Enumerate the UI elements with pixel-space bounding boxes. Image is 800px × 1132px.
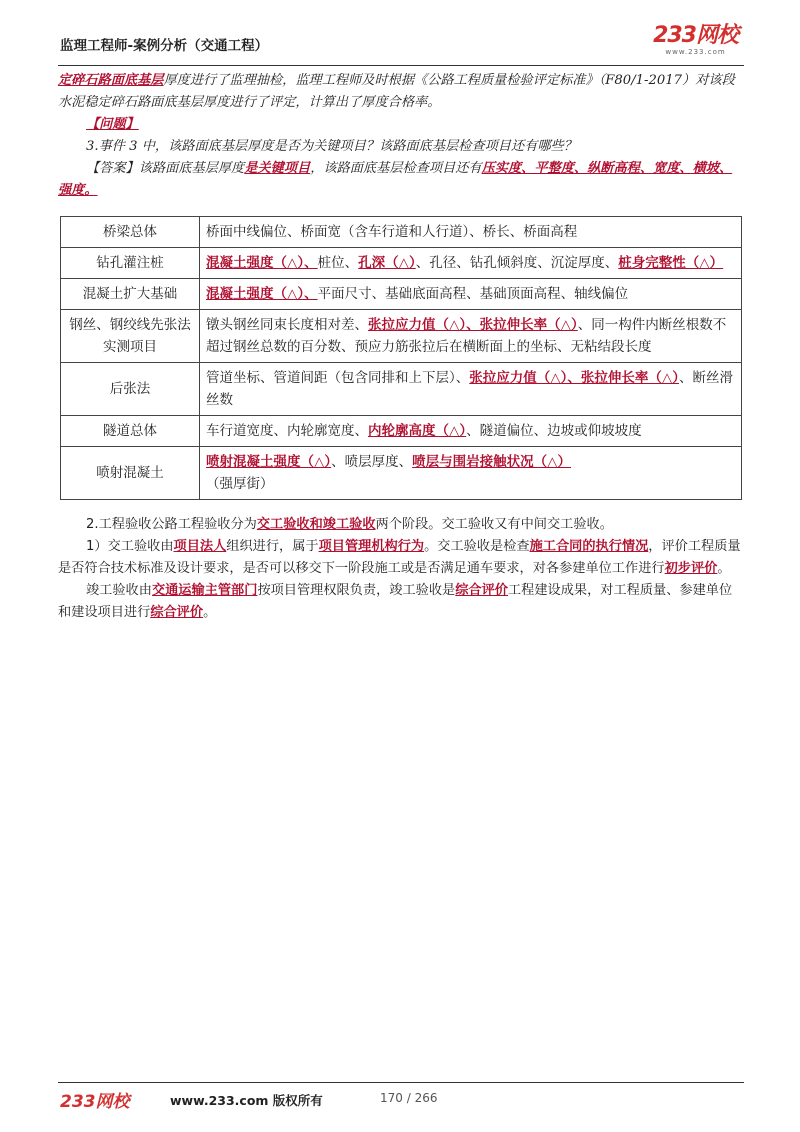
table-row — [61, 279, 742, 310]
row-value: 镦头钢丝同束长度相对差、张拉应力值（△）、张拉伸长率（△）、同一构件内断丝根数不超过钢丝总数的百分数、预应力筋张拉后在横断面上的坐标、无粘结段长度 — [200, 310, 742, 363]
intro-text: 厚度进行了监理抽检，监理工程师及时根据《公路工程质量检验评定标准》（F80/1-2017）对该段水泥稳定碎石路面底基层厚度进行了评定，计算出了厚度合格率。 — [58, 73, 735, 110]
answer-paragraph: 【答案】该路面底基层厚度是关键项目，该路面底基层检查项目还有压实度、平整度、纵断高程、宽度、横坡、强度。 — [58, 161, 733, 198]
row-value: 喷射混凝土强度（△）、喷层厚度、喷层与围岩接触状况（△） （强厚街） — [200, 447, 742, 500]
answer-label: 【答案】 — [86, 161, 139, 176]
row-name: 桥梁总体 — [61, 217, 200, 248]
page-number: 170 / 266 — [380, 1091, 438, 1105]
completion-paragraph: 竣工验收由交通运输主管部门按项目管理权限负责，竣工验收是综合评价工程建设成果，对工程质量、参建单位和建设项目进行综合评价。 — [58, 583, 733, 620]
highlight-term: 定碎石路面底基层 — [58, 73, 164, 88]
answer-items: 压实度、平整度、纵断高程、宽度、横坡、强度。 — [58, 161, 733, 198]
page-footer — [58, 1082, 744, 1112]
acceptance-paragraph: 2.工程验收公路工程验收分为交工验收和竣工验收两个阶段。交工验收又有中间交工验收。 — [86, 517, 613, 532]
logo-text: 233网校 — [653, 23, 738, 48]
row-value: 车行道宽度、内轮廓宽度、内轮廓高度（△）、隧道偏位、边坡或仰坡坡度 — [200, 416, 742, 447]
table-row — [61, 416, 742, 447]
table-row — [61, 363, 742, 416]
row-name: 喷射混凝土 — [61, 447, 200, 500]
header-divider — [58, 65, 744, 66]
table-row — [61, 217, 742, 248]
row-value: 混凝土强度（△）、平面尺寸、基础底面高程、基础顶面高程、轴线偏位 — [200, 279, 742, 310]
table-row — [61, 447, 742, 500]
row-value: 桥面中线偏位、桥面宽（含车行道和人行道）、桥长、桥面高程 — [200, 217, 742, 248]
footer-copyright: www.233.com 版权所有 — [170, 1093, 323, 1108]
table-row — [61, 248, 742, 279]
row-name: 后张法 — [61, 363, 200, 416]
row-name: 混凝土扩大基础 — [61, 279, 200, 310]
footer-logo[interactable]: 233网校 — [60, 1092, 130, 1112]
question-label: 【问题】 — [86, 117, 139, 132]
row-name: 钻孔灌注桩 — [61, 248, 200, 279]
question-3: 3.事件 3 中，该路面底基层厚度是否为关键项目？该路面底基层检查项目还有哪些？ — [86, 139, 577, 154]
row-name: 隧道总体 — [61, 416, 200, 447]
table-row — [61, 310, 742, 363]
answer-key: 是关键项目 — [244, 161, 311, 176]
inspection-table — [60, 216, 742, 500]
logo-url: www.233.com — [665, 48, 726, 56]
brand-logo[interactable] — [653, 24, 738, 56]
intro-paragraph — [58, 70, 744, 114]
row-value: 混凝土强度（△）、桩位、孔深（△）、孔径、钻孔倾斜度、沉淀厚度、桩身完整性（△） — [200, 248, 742, 279]
row-value: 管道坐标、管道间距（包含同排和上下层）、张拉应力值（△）、张拉伸长率（△）、断丝滑丝数 — [200, 363, 742, 416]
row-name: 钢丝、钢绞线先张法实测项目 — [61, 310, 200, 363]
row-note: （强厚街） — [206, 476, 274, 492]
handover-paragraph: 1）交工验收由项目法人组织进行，属于项目管理机构行为。交工验收是检查施工合同的执行情况，评价工程质量是否符合技术标准及设计要求，是否可以移交下一阶段施工或是否满足通车要求，对各参建单位工作进行初步评价。 — [58, 539, 741, 576]
header-title: 监理工程师-案例分析（交通工程） — [60, 38, 269, 54]
document-body — [58, 70, 744, 624]
page-header — [58, 24, 744, 64]
